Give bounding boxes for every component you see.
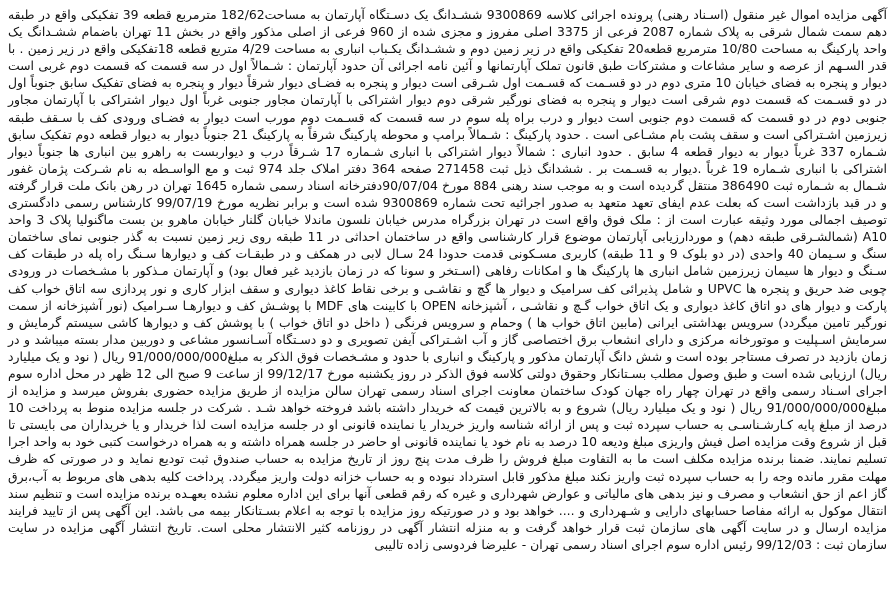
auction-notice-text: آگهی مزایده اموال غیر منقول (اسـناد رهنی) پرونده اجرائی کلاسه 9300869 ششـدانگ یک دسـتگاه آپارتمان به مساحت182/62 مترمربع قطعه 39 تفکیکی واقع در طبقه دهم سمت شمال شرقی به پلاک شماره 2087 فرعی از 3375 اصلی مفروز و مجزی شده از 960 فرعی از اصلی مذکور واقع در بخش 11 تهران باضمام ششـدانگ یک واحد پارکینگ به مساحت 10/80 مترمربع قطعه20 تفکیکی واقع در زیر زمین دوم و ششـدانگ یکـباب انباری به مساحت 4/29 متربع قطعه 18تفکیکی واقع در زیر زمین . با قدر السـهم از عرصه و سایر مشاعات و مشترکات طبق قانون تملک آپارتمانها و آئین نامه اجرائی آن حدود آپارتمان : شـمالاً اول در سه قسمت که قسمت دوم غربی است دیوار و پنجره به فضای خیابان 10 متری دوم در دو قسـمت که قسـمت اول شـرقی است دیوار و پنجره به فضـای دیوار شرقاً دیوار و پنجره به فضای تفکیک سابق جنوباً اول در دو قسـمت که قسمت دوم شرقی است دیوار و پنجره به فضای نورگیر شرقی دوم دیوار اشتراکی با آپارتمان مجاور جنوبی غرباً اول دیوار اشتراکی با آپارتمان مجاور جنوبی دوم در دو قسمت که قسمت دوم جنوبی است دیوار و درب براه پله سوم در سه قسمت که قسـمت دوم مورب است دیوار به فضـای ورودی کف با سـقف طبقه زیرزمین اشـتراکی است و سقف پشت بام مشـاعی است . حدود پارکینگ : شـمالاً برامپ و محوطه پارکینگ شرقاً به پارکینگ 21 جنوباً دیوار به دیوار قطعه دوم تفکیک سابق شـماره 337 غرباً دیوار به دیوار قطعه 4 سابق . حدود انباری : شمالاً دیوار اشتراکی با انباری شـماره 17 شـرقاً درب و دیواربست به راهرو بین انباری ها جنوباً دیوار اشتراکی با انباری شـماره 19 غرباً .دیوار به قسـمت بر . ششدانگ ذیل ثبت 271458 صفحه 364 دفتر املاک جلد 974 ثبت و مع الواسـطه به نام شـرکت پژمان غفور شـمال به شـماره ثبت 386490 منتقل گردیده است و به موجب سند رهنی 884 مورخ 90/07/04دفترخانه اسناد رسمی شماره 1645 تهران در رهن بانک ملت قرار گرفته و در قبد بازداشت است که بعلت عدم ایفای تعهد متعهد به صدور اجرائیه تحت شماره 9300869 شده است و برابر نظریه مورخ 99/07/19 کارشناس رسمی دادگستری توصیف اجمالی مورد وثیقه عبارت است از : ملک فوق واقع است در تهران بزرگراه مدرس خیابان نلسون ماندلا خیابان گلنار خیابان ماهرو بن بست ماگنولیا پلاک 3 واحد A10 (شمالشـرقی طبقه دهم) و موردارزیابی آپارتمان موضوع قرار کارشناسی واقع در ساختمان احداثی در 11 طبقه روی زیر زمین نسبت به گذر جنوبی نمای ساختمان سنگ و سـیمان 40 واحدی (در دو بلوک 9 و 11 طبقه) کاربری مسـکونی قدمت حدودا 24 سـال لابی در همکف و در طبقـات کف و دیوارها سـنگ راه پله در طبقات کف سـنگ و دیوار ها سیمان زیرزمین شامل انباری ها پارکینگ ها و امکانات رفاهی (اسـتخر و سونا که در زمان بازدید غیر فعال بود) و آپارتمان مـذکور با مشـخصات در ورودی چوبی ضد حریق و پنجره ها UPVC و شامل پذیرائی کف سرامیک و دیوار ها گچ و نقاشـی و برخی نقاط کاغذ دیواری و سقف ابزار کاری و نور پردازی سه اتاق خواب کف پارکت و دیوار های دو اتاق کاغذ دیواری و یک اتاق خواب گـچ و نقاشـی ، آشپزخانه OPEN با کابینت های MDF با پوشـش کف و دیوارهـا سـرامیک (نور آشپزخانه از سمت نورگیر تامین میگردد) سرویس بهداشتی ایرانی (مابین اتاق خواب ها ) وحمام و سرویس فرنگی ( داخل دو اتاق خواب ) با پوشش کف و دیوارها کاشی سیستم گرمایش و سرمایش اسـپلیت و موتورخانه مرکزی و دارای انشعاب برق اختصاصی گاز و آب اشـتراکی آیفن تصویری و دو دسـتگاه آسـانسور مشاعی و دوربین مدار بسته میباشد و در زمان بازدید در تصرف مستاجر بوده است و شش دانگ آپارتمان مذکور و پارکینگ و انباری با حدود و مشـخصات فوق الذکر به مبلغ91/000/000/000 ریال ( نود و یک میلیارد ریال) ارزیابی شده است و طبق وصول مطلب بسـتانکار وحقوق دولتی کلاسه فوق الذکر در روز یکشنبه مورخ 99/12/17 از ساعت 9 صبح الی 12 ظهر در محل اداره سوم اجرای اسـناد رسمی واقع در تهران چهار راه جهان کودک ساختمان معاونت اجرای اسناد رسمی تهران سالن مزایده از طریق مزایده حضوری بفروش میرسد و مزایده از مبلغ91/000/000/000 ریال ( نود و یک میلیارد ریال) شروع و به بالاترین قیمت که خریدار داشته باشد فروخته خواهد شـد . شرکت در جلسه مزایده منوط به پرداخت 10 درصد از مبلغ پایه کـارشـناسـی به حساب سپرده ثبت و پس از ارائه شناسه واریز خریدار یا نماینده قانونی او در جلسه مزایده است لذا خریدار و یا خریداران می بایستی تا قبل از شروع وقت مزایده اصل فیش واریزی مبلغ ودیعه 10 درصد به نام خود یا نماینده قانونی او حاضر در جلسه همراه داشته و به همراه درخواست کتبی خود به واحد اجرا تسلیم نمایند. ضمنا برنده مزایده مکلف است ما به التفاوت مبلغ فروش را ظرف مدت پنج روز از تاریخ مزایده به حساب صندوق ثبت تودیع نماید و در صورتی که ظرف مهلت مقرر مانده وجه را به حساب سپرده ثبت واریز نکند مبلغ مذکور قابل استرداد نبوده و به حساب خزانه دولت واریز میگردد. پرداخت کلیه بدهی های مربوط به آب،برق گاز اعم از حق انشعاب و مصرف و نیز بدهی های مالیاتی و عوارض شهرداری و غیره که رقم قطعی آنها برای این اداره معلوم نشده بعهـده برنده مزایده است و تنظیم سند انتقال موکول به ارائه مفاصا حسابهای دارایی و شـهرداری و .... خواهد بود و در صورتیکه روز مزایده با توجه به اعلام بسـتانکار بیمه می باشد. این آگهی پس از تایید فرایند مزایده ارسال و در سایت آگهی های سازمان ثبت قرار خواهد گرفت و به منزله انتشار آگهی در روزنامه کثیر الانتشار محلی است. تاریخ انتشار آگهی مزایده در سایت سازمان ثبت : 99/12/03 رئیس اداره سوم اجرای اسناد رسمی تهران - علیرضا فردوسی زاده تالیبی (8, 7, 888, 552)
